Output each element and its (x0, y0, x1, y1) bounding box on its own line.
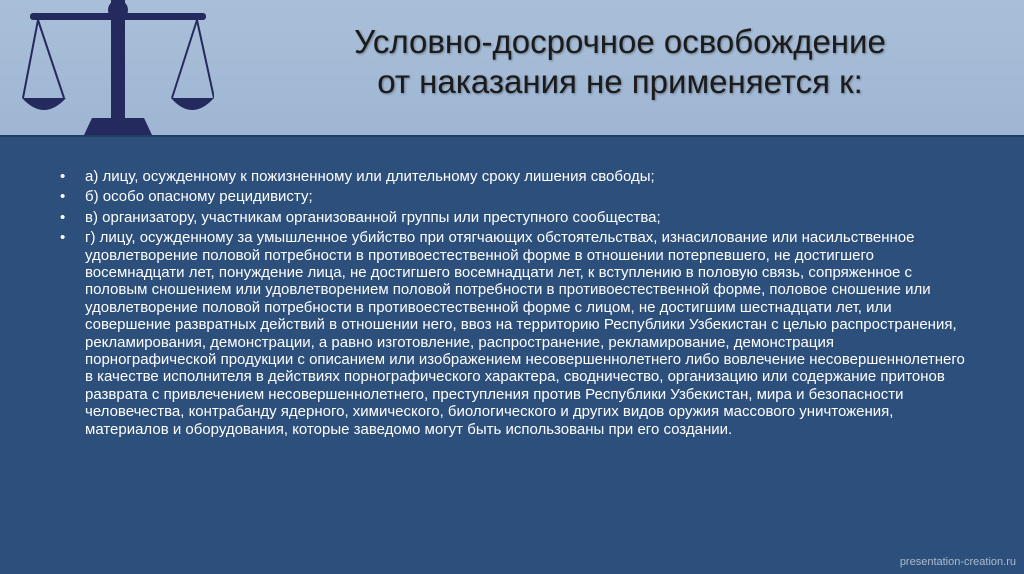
footer-watermark: presentation-creation.ru (899, 556, 1016, 568)
list-item (60, 229, 965, 438)
title-line-1: Условно-досрочное освобождение (354, 23, 886, 60)
slide-header (0, 0, 1024, 135)
list-item (60, 168, 965, 185)
bullet-icon: • (60, 188, 66, 206)
list-item-text: б) особо опасному рецидивисту; (85, 188, 313, 206)
list-item (60, 209, 965, 226)
list-item-text: в) организатору, участникам организованной группы или преступного сообщества; (85, 208, 661, 226)
bullet-icon: • (60, 229, 66, 247)
slide-content (60, 168, 965, 441)
title-line-2: от наказания не применяется к: (377, 63, 863, 100)
bullet-icon: • (60, 208, 66, 226)
page-title (235, 22, 1005, 102)
scales-of-justice-icon (22, 0, 214, 135)
list-item-text: а) лицу, осужденному к пожизненному или длительному сроку лишения свободы; (85, 168, 655, 185)
header-divider (0, 135, 1024, 137)
list-item (60, 188, 965, 205)
list-item-text: г) лицу, осужденному за умышленное убийство при отягчающих обстоятельствах, изнасилование или насильственное удовлетворение половой потребности в противоестественной форме в отношении потерпевшего, не достигшего восемнадцати лет, понуждение лица, не достигшего восемнадцати лет, к вступлению в половую связь, сопряженное с половым сношением или удовлетворением половой потребности в противоестественной форме, половое сношение или удовлетворение половой потребности в противоестественной форме с лицом, не достигшим шестнадцати лет, или совершение развратных действий в отношении него, ввоз на территорию Республики Узбекистан с целью распространения, рекламирования, демонстрации, а равно изготовление, распространение, рекламирование, демонстрация порнографической продукции с описанием или изображением несовершеннолетнего либо вовлечение несовершеннолетнего в качестве исполнителя в действиях порнографического характера, сводничество, организацию или содержание притонов разврата с привлечением несовершеннолетнего, преступления против Республики Узбекистан, мира и безопасности человечества, контрабанду ядерного, химического, биологического и других видов оружия массового уничтожения, материалов и оборудования, которые заведомо могут быть использованы при его создании. (85, 229, 965, 438)
bullet-list (60, 168, 965, 438)
bullet-icon: • (60, 168, 66, 185)
